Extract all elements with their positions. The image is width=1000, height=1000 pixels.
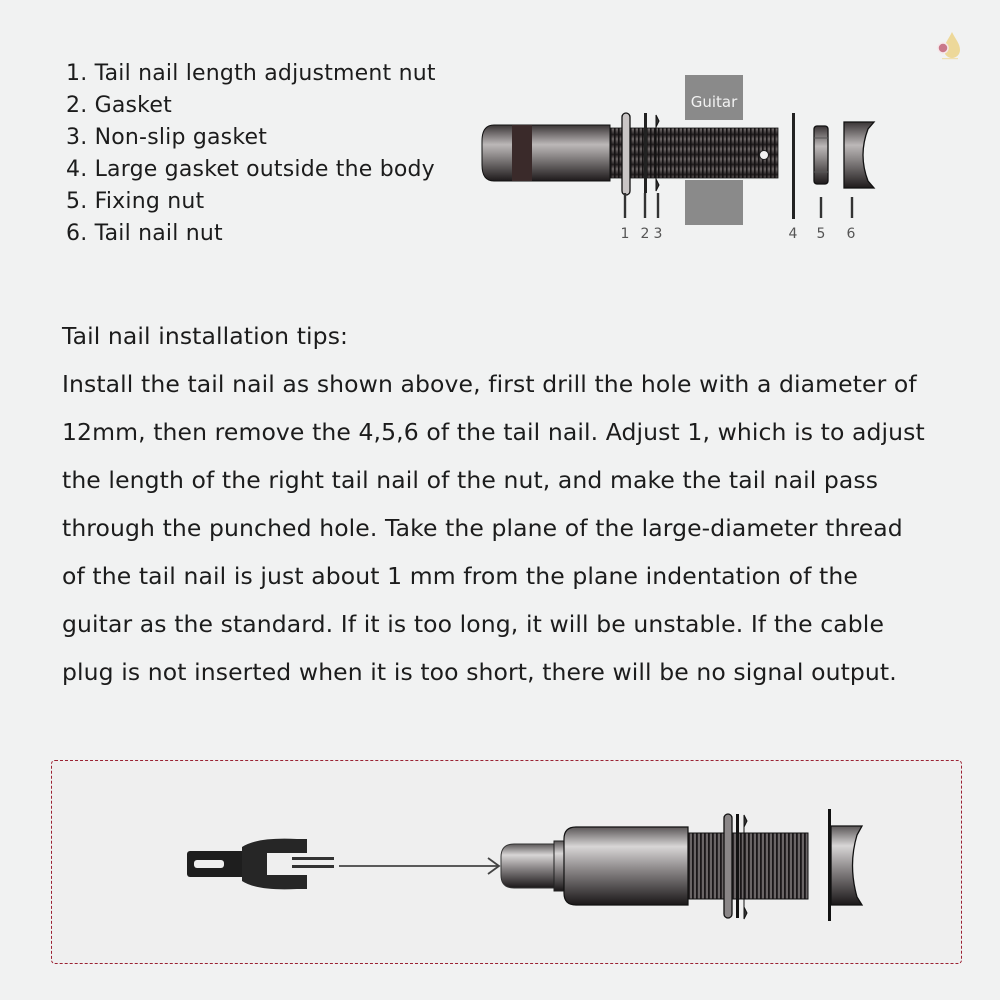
- svg-text:4: 4: [788, 226, 798, 242]
- tips-line: of the tail nail is just about 1 mm from the plane indentation of the: [62, 562, 858, 590]
- tips-line: through the punched hole. Take the plane of the large-diameter thread: [62, 514, 903, 542]
- parts-list-item: 3. Non-slip gasket: [66, 125, 268, 150]
- svg-text:Guitar: Guitar: [690, 93, 738, 111]
- svg-text:3: 3: [653, 226, 663, 242]
- parts-list-item: 2. Gasket: [66, 93, 172, 118]
- parts-list: [66, 58, 436, 250]
- installation-illustration: [52, 761, 961, 963]
- tips-heading: Tail nail installation tips:: [62, 322, 349, 350]
- installation-tips: [62, 312, 962, 696]
- tips-line: plug is not inserted when it is too short, there will be no signal output.: [62, 658, 897, 686]
- tips-line: guitar as the standard. If it is too long, it will be unstable. If the cable: [62, 610, 884, 638]
- parts-list-item: 4. Large gasket outside the body: [66, 157, 435, 182]
- parts-list-item: 5. Fixing nut: [66, 189, 205, 214]
- svg-text:5: 5: [816, 226, 826, 242]
- wrench-fork-tool-icon: [187, 839, 334, 890]
- svg-text:2: 2: [640, 226, 650, 242]
- arrow-right-icon: [339, 858, 499, 874]
- svg-text:6: 6: [846, 226, 856, 242]
- parts-list-item: 6. Tail nail nut: [66, 221, 223, 246]
- tips-line: the length of the right tail nail of the nut, and make the tail nail pass: [62, 466, 879, 494]
- svg-text:1: 1: [620, 226, 630, 242]
- installation-illustration-box: [51, 760, 962, 964]
- tips-line: 12mm, then remove the 4,5,6 of the tail nail. Adjust 1, which is to adjust: [62, 418, 925, 446]
- exploded-endpin-diagram: [470, 65, 890, 265]
- parts-list-item: 1. Tail nail length adjustment nut: [66, 61, 436, 86]
- droplet-logo-icon: [930, 28, 964, 62]
- endpin-jack-icon: [501, 809, 862, 921]
- tips-line: Install the tail nail as shown above, first drill the hole with a diameter of: [62, 370, 917, 398]
